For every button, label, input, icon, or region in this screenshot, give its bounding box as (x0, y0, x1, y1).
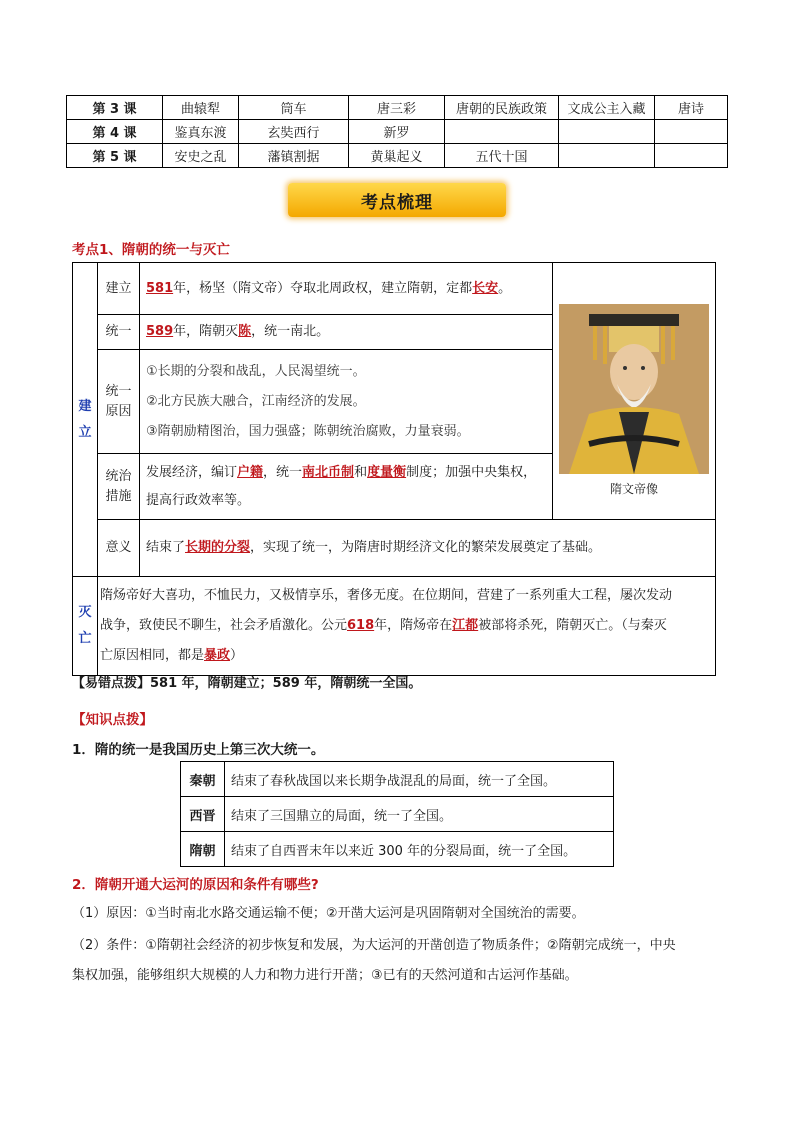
lesson-item: 筒车 (239, 96, 349, 120)
portrait-caption: 隋文帝像 (609, 481, 658, 496)
table-row (181, 762, 614, 797)
lesson-item (655, 144, 728, 168)
establish-label: 建 立 (73, 263, 98, 577)
lesson-name: 第 3 课 (67, 96, 163, 120)
row-label: 统一 (98, 315, 140, 350)
lesson-item (445, 120, 559, 144)
meaning-cell: 结束了长期的分裂，实现了统一，为隋唐时期经济文化的繁荣发展奠定了基础。 (140, 520, 716, 577)
q2-title: 2．隋朝开通大运河的原因和条件有哪些? (72, 877, 319, 893)
lesson-item: 鉴真东渡 (163, 120, 239, 144)
lesson-item: 曲辕犁 (163, 96, 239, 120)
section-banner: 考点梳理 (288, 183, 506, 217)
q2-condition-line1: （2）条件：①隋朝社会经济的初步恢复和发展，为大运河的开凿创造了物质条件；②隋朝完成统一，中央 (72, 938, 676, 953)
dynasty-text: 结束了自西晋末年以来近 300 年的分裂局面，统一了全国。 (225, 832, 614, 867)
reason-cell: ①长期的分裂和战乱，人民渴望统一。 ②北方民族大融合，江南经济的发展。 ③隋朝励精图治，国力强盛；陈朝统治腐败，力量衰弱。 (140, 350, 553, 454)
row-label: 意义 (98, 520, 140, 577)
fall-cell: 隋炀帝好大喜功，不恤民力，又极情享乐，奢侈无度。在位期间，营建了一系列重大工程，屡次发动 战争，致使民不聊生，社会矛盾激化。公元618年，隋炀帝在江都被部将杀死，隋朝灭亡。（与秦灭 亡原因相同，都是暴政） (98, 577, 716, 676)
sui-table (72, 262, 716, 676)
table-row (181, 797, 614, 832)
q1-title: 1．隋的统一是我国历史上第三次大统一。 (72, 742, 325, 758)
table-row (73, 520, 716, 577)
q2-reason: （1）原因：①当时南北水路交通运输不便；②开凿大运河是巩固隋朝对全国统治的需要。 (72, 906, 585, 921)
unify-cell: 589年，隋朝灭陈，统一南北。 (140, 315, 553, 350)
dynasty-text: 结束了三国鼎立的局面，统一了全国。 (225, 797, 614, 832)
lesson-item: 安史之乱 (163, 144, 239, 168)
lesson-table (66, 95, 728, 168)
lesson-item: 藩镇割据 (239, 144, 349, 168)
row-label: 统治 措施 (98, 454, 140, 520)
unification-table (180, 761, 614, 867)
knowledge-heading: 【知识点拨】 (72, 712, 153, 728)
lesson-name: 第 4 课 (67, 120, 163, 144)
dynasty-text: 结束了春秋战国以来长期争战混乱的局面，统一了全国。 (225, 762, 614, 797)
lesson-item (655, 120, 728, 144)
point-title: 考点1、隋朝的统一与灭亡 (72, 242, 230, 258)
dynasty-name: 西晋 (181, 797, 225, 832)
lesson-item: 唐三彩 (349, 96, 445, 120)
table-row (67, 120, 728, 144)
dynasty-name: 隋朝 (181, 832, 225, 867)
table-row (181, 832, 614, 867)
table-row (73, 577, 716, 676)
measures-cell: 发展经济，编订户籍，统一南北币制和度量衡制度；加强中央集权， 提高行政效率等。 (140, 454, 553, 520)
table-row (73, 263, 716, 315)
lesson-name: 第 5 课 (67, 144, 163, 168)
lesson-item: 黄巢起义 (349, 144, 445, 168)
lesson-item: 唐诗 (655, 96, 728, 120)
table-row (67, 144, 728, 168)
lesson-item (559, 120, 655, 144)
fall-label: 灭 亡 (73, 577, 98, 676)
found-cell: 581年，杨坚（隋文帝）夺取北周政权，建立隋朝，定都长安。 (140, 263, 553, 315)
lesson-item: 五代十国 (445, 144, 559, 168)
portrait-cell (553, 263, 716, 520)
lesson-item: 文成公主入藏 (559, 96, 655, 120)
row-label: 建立 (98, 263, 140, 315)
table-row (67, 96, 728, 120)
lesson-item: 玄奘西行 (239, 120, 349, 144)
tip-line: 【易错点拨】581 年，隋朝建立；589 年，隋朝统一全国。 (72, 676, 422, 691)
emperor-portrait-image (559, 304, 709, 474)
lesson-item: 唐朝的民族政策 (445, 96, 559, 120)
lesson-item (559, 144, 655, 168)
lesson-item: 新罗 (349, 120, 445, 144)
row-label: 统一 原因 (98, 350, 140, 454)
q2-condition-line2: 集权加强，能够组织大规模的人力和物力进行开凿；③已有的天然河道和古运河作基础。 (72, 968, 578, 983)
dynasty-name: 秦朝 (181, 762, 225, 797)
